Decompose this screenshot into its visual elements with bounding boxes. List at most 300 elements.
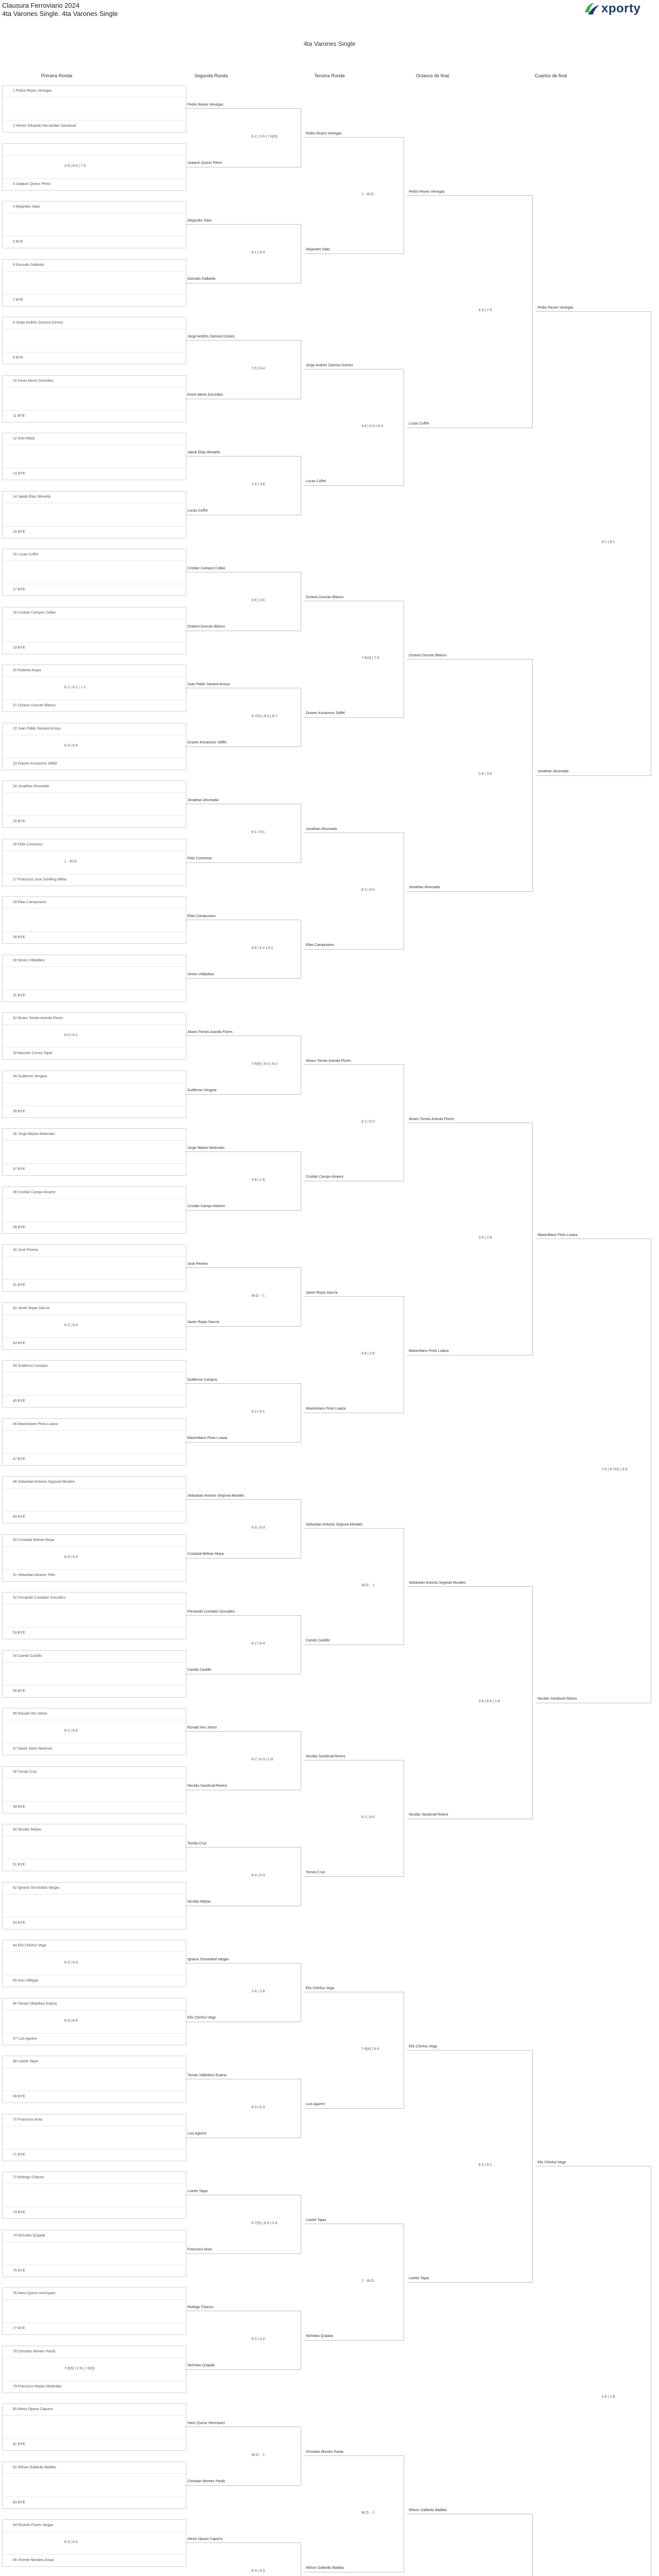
- match-score: 6-4 | 6-3: [251, 1874, 265, 1877]
- player-slot: Juan Pablo Saravia Arroyo: [187, 683, 230, 686]
- match-score: 6-7 | 6-3 | 1-6: [251, 1758, 273, 1761]
- player-line-b: [3, 1685, 186, 1697]
- player-line-a: [3, 607, 186, 619]
- player-slot: Lisette Tapia: [306, 2218, 326, 2222]
- first-round-match: [2, 1824, 186, 1871]
- player-slot: Alvaro Tomás Aranda Flores: [409, 1117, 454, 1121]
- player-line-b: [3, 584, 186, 596]
- player-name: 75 BYE: [13, 2268, 25, 2273]
- player-line-b: [3, 2207, 186, 2218]
- match-score: 1 - W.O.: [64, 859, 78, 863]
- bracket-connector: [407, 1123, 533, 1355]
- bracket-connector: [304, 369, 404, 486]
- bracket-connector: [407, 195, 533, 428]
- player-slot: Maximiliano Pinto Loaiza: [187, 1436, 228, 1440]
- player-slot: Gonzalo Gallardo: [187, 277, 216, 281]
- match-score: 6-3 | 6-4: [64, 743, 78, 748]
- bracket-connector: [185, 2079, 301, 2138]
- player-line-a: [3, 1129, 186, 1141]
- bracket-title: 4ta Varones Single: [303, 40, 356, 47]
- player-slot: Cristián Campo Alvarez: [306, 1175, 344, 1179]
- bracket-connector: [185, 1267, 301, 1327]
- player-slot: Elis Chinhui Vega: [409, 2045, 437, 2048]
- player-slot: Lisette Tapia: [187, 2190, 208, 2193]
- first-round-match: [2, 1128, 186, 1176]
- player-name: 22 Juan Pablo Saravia Arroyo: [13, 726, 61, 731]
- player-slot: Elis Chinhui Vega: [306, 1987, 334, 1990]
- player-name: 5 BYE: [13, 240, 23, 244]
- match-score: 6-7(5) | 6-4 | 2-6: [251, 2222, 278, 2225]
- player-name: 51 Sebastian Alvarez Tello: [13, 1573, 55, 1577]
- bracket-connector: [304, 601, 404, 718]
- match-score: 4-6 | 2-6: [361, 1352, 375, 1355]
- player-line-a: [3, 2520, 186, 2532]
- first-round-match: [2, 2287, 186, 2335]
- first-round-match: [2, 2056, 186, 2103]
- player-name: 18 Cristian Campos Collao: [13, 611, 56, 615]
- player-line-a: [3, 2288, 186, 2300]
- player-name: 74 Nicholas Quijada: [13, 2233, 45, 2238]
- player-name: 35 BYE: [13, 1109, 25, 1113]
- player-line-b: [3, 1511, 186, 1523]
- player-name: 29 BYE: [13, 936, 25, 939]
- bracket-connector: [185, 108, 301, 167]
- first-round-match: [2, 1708, 186, 1755]
- player-name: 49 BYE: [13, 1515, 25, 1519]
- player-name: 13 BYE: [13, 472, 25, 476]
- player-line-b: [3, 642, 186, 654]
- player-name: 71 BYE: [13, 2153, 25, 2157]
- player-line-a: [3, 317, 186, 329]
- player-name: 57 David Jicker Martínez: [13, 1747, 53, 1751]
- match-score: W.O. - 1: [361, 1584, 375, 1587]
- first-round-match: [2, 1071, 186, 1118]
- player-name: 16 Lucas Coffré: [13, 553, 39, 556]
- bracket-connector: [304, 833, 404, 950]
- player-line-b: [3, 2265, 186, 2277]
- player-slot: Maximiliano Pinto Loaiza: [306, 1407, 346, 1411]
- player-slot: Kevin Alexis González: [187, 393, 223, 397]
- player-line-b: [3, 1801, 186, 1813]
- player-slot: Wilson Gallardo Badilas: [306, 2566, 344, 2570]
- first-round-match: [2, 1476, 186, 1523]
- player-line-a: [3, 1883, 186, 1894]
- bracket-connector: [185, 1847, 301, 1906]
- first-round-match: [2, 723, 186, 770]
- player-slot: Wilson Gallardo Badilas: [409, 2509, 447, 2512]
- player-line-a: [3, 1361, 186, 1372]
- player-name: 25 BYE: [13, 820, 25, 823]
- first-round-match: [2, 2172, 186, 2219]
- first-round-match: [2, 259, 186, 307]
- player-name: 30 Simon Villalobos: [13, 958, 45, 962]
- player-line-b: [3, 1106, 186, 1117]
- player-line-a: [3, 260, 186, 272]
- match-score: 6-3 | 6-4: [64, 2540, 78, 2544]
- player-slot: Lisette Tapia: [409, 2277, 429, 2280]
- player-slot: Javier Rojas García: [306, 1291, 338, 1295]
- player-name: 36 Jorge Mejías Melendez: [13, 1132, 56, 1136]
- match-score: 7-6(4) | 6-3: [361, 2047, 379, 2051]
- player-line-a: [3, 2172, 186, 2184]
- player-line-b: [3, 1743, 186, 1755]
- player-line-b: [3, 758, 186, 770]
- player-slot: Tomás Cruz: [187, 1842, 207, 1845]
- player-slot: Sebastian Antonio Segovia Morales: [306, 1523, 363, 1527]
- player-name: 81 BYE: [13, 2443, 25, 2446]
- match-score: 1 - W.O.: [361, 2279, 375, 2283]
- first-round-match: [2, 1882, 186, 1929]
- player-line-b: [3, 2497, 186, 2509]
- player-slot: Alvaro Tomás Aranda Flores: [306, 1059, 351, 1063]
- player-name: 32 Alvaro Tomás Aranda Flores: [13, 1016, 63, 1020]
- player-line-b: [3, 1453, 186, 1465]
- player-slot: Cristian Campos Collao: [187, 567, 226, 570]
- player-name: 82 Wilson Gallardo Badilas: [13, 2465, 57, 2469]
- match-score: 6-3 | 6-3: [251, 2569, 265, 2573]
- player-name: 69 BYE: [13, 2095, 25, 2098]
- player-line-b: [3, 2381, 186, 2393]
- player-name: 9 BYE: [13, 356, 23, 360]
- player-slot: Alexis Opazo Capurro: [187, 2537, 223, 2541]
- player-name: 39 BYE: [13, 1225, 25, 1229]
- player-name: 12 Ariel Mejía: [13, 437, 35, 440]
- player-name: 58 Tomás Cruz: [13, 1770, 37, 1774]
- bracket-connector: [185, 1963, 301, 2022]
- bracket-connector: [185, 340, 301, 399]
- bracket-connector: [304, 1528, 404, 1645]
- match-score: 7-6(5) | 2-6 | 7-6(3): [64, 2366, 95, 2370]
- player-line-a: [3, 2114, 186, 2126]
- first-round-match: [2, 2462, 186, 2509]
- round-header-2: Segunda Ronda: [194, 73, 228, 78]
- player-slot: Camilo Castillo: [187, 1668, 212, 1672]
- first-round-match: [2, 85, 186, 132]
- player-name: 38 Cristián Campo Alvarez: [13, 1190, 56, 1194]
- player-name: 64 Elis Chinhui Vega: [13, 1944, 46, 1947]
- first-round-match: [2, 665, 186, 712]
- player-name: 76 Hans Quiroz Henríquez: [13, 2292, 56, 2295]
- player-slot: Luis Aguirre: [306, 2103, 325, 2106]
- player-line-b: [3, 410, 186, 422]
- player-slot: Octavio Duncan Blanco: [306, 596, 344, 599]
- first-round-match: [2, 201, 186, 248]
- bracket-connector: [185, 1615, 301, 1674]
- player-slot: Maximiliano Pinto Loaiza: [537, 1233, 578, 1237]
- first-round-match: [2, 1418, 186, 1466]
- first-round-match: [2, 2403, 186, 2451]
- player-line-a: [3, 723, 186, 735]
- player-slot: Jonathan Ahumada: [409, 886, 440, 889]
- first-round-match: [2, 896, 186, 944]
- player-line-a: [3, 1535, 186, 1547]
- player-name: 10 Kevin Alexis González: [13, 379, 54, 383]
- first-round-match: [2, 491, 186, 538]
- match-score: 2-6 | 6-4 | 7-5: [64, 164, 86, 168]
- match-score: 6-1 | 6-1 | 1-1: [64, 686, 86, 689]
- player-line-a: [3, 665, 186, 677]
- match-score: 6-1 | 6-0: [361, 888, 375, 892]
- player-line-a: [3, 955, 186, 967]
- match-score: 2-6 | 2-6: [251, 1990, 265, 1993]
- player-slot: Alejandro Sáez: [306, 248, 331, 251]
- player-slot: Cristián Campo Alvarez: [187, 1205, 226, 1208]
- player-name: 40 José Pereira: [13, 1248, 39, 1252]
- player-name: 61 BYE: [13, 1863, 25, 1867]
- bracket-connector: [535, 2166, 651, 2576]
- player-slot: Jonathan Ahumada: [537, 770, 569, 773]
- match-score: 6-3 | 6-4: [64, 2019, 78, 2023]
- player-line-b: [3, 2091, 186, 2103]
- match-score: 7-6(6) | 6-4 | 6-2: [251, 1062, 278, 1066]
- player-line-b: [3, 1279, 186, 1291]
- player-name: 43 BYE: [13, 1341, 25, 1345]
- player-line-b: [3, 990, 186, 1002]
- player-line-a: [3, 839, 186, 851]
- player-name: 6 Gonzalo Gallardo: [13, 263, 44, 267]
- match-score: 7-6(4) | 7-5: [361, 656, 379, 660]
- player-line-a: [3, 1477, 186, 1488]
- player-slot: Pedro Reyes Venegas: [537, 306, 574, 310]
- player-name: 45 BYE: [13, 1399, 25, 1403]
- player-slot: Ronald Von Johon: [187, 1726, 217, 1730]
- player-name: 23 Drazen Kovacevic Stiffel: [13, 761, 57, 766]
- player-line-a: [3, 433, 186, 445]
- player-line-b: [3, 2033, 186, 2045]
- match-score: 6-2 | 6-1: [251, 1410, 265, 1414]
- player-name: 27 Francisco Jose Schilling Millas: [13, 877, 67, 882]
- player-slot: Lucas Coffré: [306, 480, 326, 483]
- bracket-connector: [185, 1151, 301, 1211]
- player-name: 4 Alejandro Sáez: [13, 205, 40, 209]
- player-slot: Cristobal Beltran Moya: [187, 1552, 224, 1556]
- match-score: 2-6 | 3-6: [478, 772, 492, 776]
- player-name: 56 Ronald Von Johon: [13, 1712, 47, 1716]
- player-line-a: [3, 1651, 186, 1663]
- player-slot: Javier Rojas García: [187, 1320, 219, 1324]
- match-score: 3-6 | 1-6: [251, 1178, 265, 1182]
- category-title: 4ta Varones Single. 4ta Varones Single: [2, 10, 118, 18]
- player-slot: Nicolás Mejías: [187, 1900, 211, 1904]
- player-slot: Hans Quiroz Henríquez: [187, 2421, 226, 2425]
- player-slot: Pedro Reyes Venegas: [306, 132, 342, 135]
- player-slot: Maximiliano Pinto Loaiza: [409, 1349, 449, 1353]
- player-name: 17 BYE: [13, 588, 25, 591]
- match-score: 7-5 | 6-7(3) | 6-3: [601, 1468, 628, 1471]
- player-line-b: [3, 352, 186, 364]
- player-slot: Drazen Kovacevic Stiffel: [187, 741, 227, 744]
- player-line-b: [3, 120, 186, 132]
- match-score: 3-6 | 2-6: [478, 1236, 492, 1240]
- first-round-match: [2, 549, 186, 596]
- player-slot: Alvaro Tomás Aranda Flores: [187, 1030, 233, 1034]
- player-slot: Francisco Arias: [187, 2248, 212, 2251]
- bracket-connector: [185, 1036, 301, 1095]
- match-score: 6-3 | 6-3: [64, 1961, 78, 1964]
- bracket-connector: [304, 1992, 404, 2109]
- match-score: 6-2 | 6-4: [251, 1642, 265, 1646]
- match-score: 6-3 | 6-3: [251, 1526, 265, 1530]
- player-line-b: [3, 1975, 186, 1987]
- first-round-match: [2, 1940, 186, 1987]
- player-name: 19 BYE: [13, 646, 25, 650]
- player-name: 77 BYE: [13, 2327, 25, 2330]
- first-round-match: [2, 433, 186, 480]
- round-header-3: Tercera Ronda: [314, 73, 345, 78]
- player-line-a: [3, 1767, 186, 1778]
- player-slot: Elis Chinhui Vega: [187, 2016, 216, 2020]
- player-slot: Pedro Reyes Venegas: [409, 190, 445, 194]
- player-name: 85 Vicente Morales Araya: [13, 2558, 54, 2562]
- player-name: 41 BYE: [13, 1283, 25, 1287]
- match-score: 6-0 | 6-1: [64, 1033, 78, 1037]
- player-name: 1 Pedro Reyes Venegas: [13, 89, 52, 93]
- player-slot: Jorge Andrés Zamora Gómez: [187, 335, 235, 338]
- player-slot: Jorge Andrés Zamora Gómez: [306, 364, 353, 367]
- bracket-connector: [185, 1499, 301, 1558]
- player-name: 60 Nicolás Mejías: [13, 1828, 42, 1832]
- player-slot: Elias Campusano: [187, 914, 216, 918]
- player-line-b: [3, 1569, 186, 1581]
- first-round-match: [2, 1302, 186, 1350]
- player-slot: Luis Aguirre: [187, 2132, 206, 2136]
- player-slot: Elis Chinhui Vega: [537, 2161, 566, 2164]
- first-round-match: [2, 317, 186, 364]
- bracket-connector: [185, 456, 301, 515]
- player-slot: Tomás Cruz: [306, 1871, 325, 1874]
- match-score: 6-1 | 6-2: [361, 1120, 375, 1124]
- player-name: 63 BYE: [13, 1921, 25, 1925]
- player-name: 54 Camilo Castillo: [13, 1654, 42, 1658]
- player-slot: Octavio Duncan Blanco: [187, 625, 226, 629]
- first-round-match: [2, 375, 186, 422]
- match-score: 6-3 | 6-1: [478, 2163, 492, 2167]
- player-name: 20 Roberto Araya: [13, 669, 41, 672]
- first-round-match: [2, 1360, 186, 1408]
- first-round-match: [2, 1187, 186, 1234]
- bracket-connector: [407, 2514, 533, 2576]
- bracket-connector: [407, 1586, 533, 1819]
- first-round-match: [2, 2346, 186, 2393]
- bracket-connector: [185, 572, 301, 631]
- player-slot: Octavio Duncan Blanco: [409, 654, 447, 657]
- player-name: 50 Cristobal Beltran Moya: [13, 1538, 55, 1542]
- player-name: 46 Maximiliano Pinto Loaiza: [13, 1422, 58, 1426]
- player-slot: Jonathan Ahumada: [306, 827, 337, 831]
- player-line-a: [3, 2404, 186, 2416]
- player-line-b: [3, 526, 186, 538]
- player-line-a: [3, 897, 186, 909]
- first-round-match: [2, 1244, 186, 1292]
- player-name: 80 Alexis Opazo Capurro: [13, 2408, 53, 2411]
- player-name: 11 BYE: [13, 414, 25, 418]
- player-line-b: [3, 2554, 186, 2566]
- player-line-b: [3, 1047, 186, 1059]
- first-round-match: [2, 781, 186, 828]
- match-score: 1-6 | 3-6: [251, 483, 265, 486]
- player-name: 70 Francisco Arias: [13, 2117, 43, 2122]
- player-slot: Jonathan Ahumada: [187, 799, 219, 802]
- player-name: 68 Lisette Tapia: [13, 2060, 38, 2063]
- first-round-match: [2, 1998, 186, 2045]
- player-name: 52 Fernando Contador González: [13, 1596, 65, 1600]
- bracket-connector: [185, 2195, 301, 2254]
- round-header-1: Primera Ronda: [41, 73, 73, 78]
- player-line-a: [3, 2346, 186, 2358]
- player-line-a: [3, 1013, 186, 1025]
- player-name: 15 BYE: [13, 530, 25, 534]
- player-name: 34 Guillermo Vergara: [13, 1074, 47, 1078]
- player-slot: Lucas Coffré: [409, 422, 429, 426]
- player-line-b: [3, 294, 186, 306]
- player-slot: Ignacio Orrostabal Vargas: [187, 1958, 229, 1961]
- match-score: 6-1 | 6-3: [251, 251, 265, 255]
- first-round-match: [2, 2519, 186, 2567]
- bracket-connector: [185, 1383, 301, 1443]
- player-name: 44 Guillermo Campos: [13, 1364, 48, 1368]
- player-slot: Fernando Contador González: [187, 1610, 235, 1614]
- match-score: 6-2 | 2-6 | 7-6(3): [251, 135, 278, 139]
- match-score: 1 - W.O.: [361, 193, 375, 196]
- player-name: 79 Francisco Mejías Meléndez: [13, 2384, 62, 2388]
- player-line-a: [3, 144, 186, 156]
- bracket-connector: [304, 137, 404, 254]
- player-slot: Tomás Villalobos Espina: [187, 2074, 227, 2077]
- player-name: 48 Sebastian Antonio Segovia Morales: [13, 1480, 75, 1484]
- first-round-match: [2, 143, 186, 191]
- player-name: 83 BYE: [13, 2500, 25, 2504]
- player-name: 53 BYE: [13, 1631, 25, 1635]
- match-score: 3-6 | 6-4 | 1-6: [478, 1700, 500, 1703]
- player-name: 67 Luis Aguirre: [13, 2037, 37, 2041]
- first-round-match: [2, 2114, 186, 2161]
- player-slot: Joaquín Quiroz Pérez: [187, 161, 222, 165]
- player-slot: Sebastian Antonio Segovia Morales: [187, 1494, 245, 1498]
- player-line-a: [3, 1708, 186, 1720]
- player-line-b: [3, 1163, 186, 1175]
- player-line-b: [3, 2438, 186, 2450]
- bracket-connector: [304, 1760, 404, 1877]
- player-name: 3 Joaquín Quiroz Pérez: [13, 182, 51, 186]
- player-slot: Jorge Mejías Melendez: [187, 1146, 225, 1150]
- player-line-a: [3, 1187, 186, 1199]
- player-name: 55 BYE: [13, 1689, 25, 1693]
- player-name: 7 BYE: [13, 298, 23, 302]
- player-line-b: [3, 931, 186, 943]
- player-name: 37 BYE: [13, 1167, 25, 1171]
- match-score: 6-3 | 7-5: [478, 309, 492, 312]
- player-name: 42 Javier Rojas García: [13, 1306, 50, 1310]
- first-round-match: [2, 955, 186, 1002]
- first-round-match: [2, 1650, 186, 1698]
- player-line-b: [3, 1917, 186, 1929]
- match-score: W.O. - 1: [251, 2453, 265, 2457]
- player-name: 78 Christian Montes Pardo: [13, 2349, 56, 2353]
- player-line-a: [3, 2056, 186, 2068]
- player-line-a: [3, 1303, 186, 1315]
- first-round-match: [2, 607, 186, 654]
- player-line-b: [3, 1337, 186, 1349]
- bracket-connector: [304, 1296, 404, 1413]
- player-name: 59 BYE: [13, 1805, 25, 1809]
- tournament-title: Clausura Ferroviario 2024: [2, 2, 80, 9]
- player-line-a: [3, 549, 186, 561]
- bracket-connector: [185, 804, 301, 863]
- player-slot: Nicholas Quijada: [187, 2364, 215, 2367]
- player-slot: Drazen Kovacevic Stiffel: [306, 711, 345, 715]
- player-line-b: [3, 2149, 186, 2161]
- player-name: 72 Rodrigo Chacon: [13, 2176, 44, 2179]
